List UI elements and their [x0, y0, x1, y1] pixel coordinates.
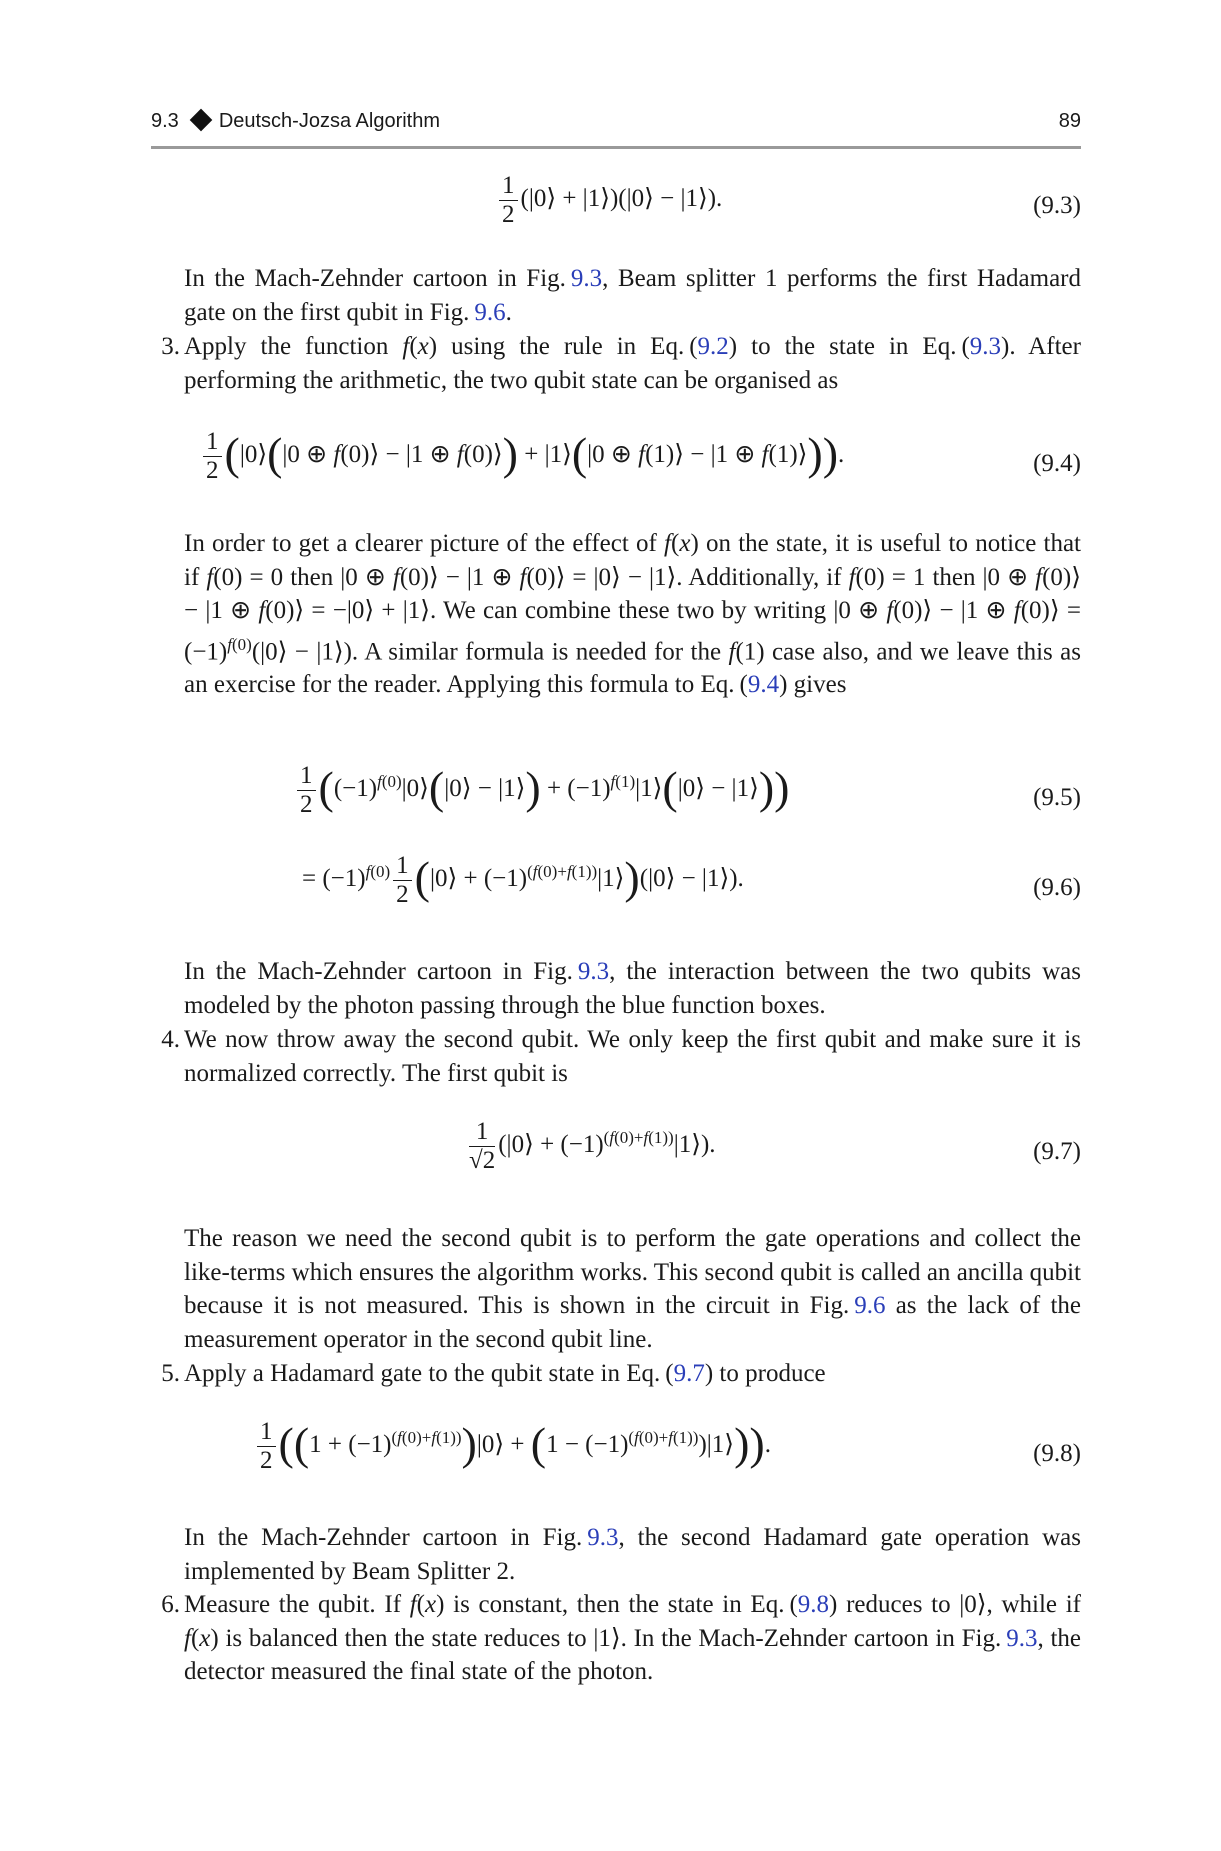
equation-9-6: = $(-1)^{f(0)}$ $\frac{1}{2}$ (|0⟩ + $(-1)^{(f(0)+f(1))}|1⟩)(|0⟩$ − |1⟩). (9.6): [302, 852, 1081, 908]
paragraph-ancilla: The reason we need the second qubit is to perform the gate operations and collect the like-terms which ensures the algorithm works. This second qubit is called an ancilla qubit because it is not measured. This is shown in the circuit in Fig. 9.6 as the lack of the measurement operator in the second qubit line.: [184, 1225, 1081, 1353]
fig-ref-9-3[interactable]: 9.3: [1006, 1624, 1038, 1652]
paragraph-effect-of-f: In order to get a clearer picture of the effect of f(x) on the state, it is useful to notice that if f(0) = 0 then |0 ⊕ f(0)⟩ − |1 ⊕ f(0)⟩ = |0⟩ − |1⟩. Additionally, if f(0) = 1 then |0 ⊕ f(0)⟩ − |1 ⊕ f(0)⟩ = −|0⟩ + |1⟩. We can combine these two by writing |0 ⊕ f(0)⟩ − |1 ⊕ f(0)⟩ = $(-1)^{f(0)}(|0⟩$ − |1⟩). A similar formula is needed for the f(1) case also, and we leave this as an exercise for the reader. Applying this formula to Eq. (9.4) gives: [184, 530, 1081, 699]
equation-number: (9.7): [1033, 1138, 1081, 1165]
paragraph-mach-zehnder-3: In the Mach-Zehnder cartoon in Fig. 9.3, the second Hadamard gate operation was implemented by Beam Splitter 2.: [184, 1524, 1081, 1585]
equation-9-4: $\frac{1}{2}$ (|0⟩(|0 ⊕ f(0)⟩ − |1 ⊕ f(0)⟩) + |1⟩(|0 ⊕ f(1)⟩ − |1 ⊕ f(1)⟩)). (9.4): [184, 428, 1081, 508]
eq-ref-9-2[interactable]: 9.2: [697, 333, 729, 360]
fig-ref-9-3[interactable]: 9.3: [587, 1524, 619, 1551]
equation-number: (9.8): [1033, 1440, 1081, 1467]
eq-9-3-expression: (|0⟩ + |1⟩)(|0⟩ − |1⟩).: [520, 185, 723, 213]
fig-ref-9-6[interactable]: 9.6: [854, 1292, 886, 1319]
eq-ref-9-7[interactable]: 9.7: [673, 1360, 705, 1387]
equation-number: (9.3): [1033, 192, 1081, 219]
list-item-4: [150, 1023, 1081, 1090]
list-number: 5.: [161, 1360, 180, 1387]
equation-number: (9.6): [1033, 874, 1081, 901]
running-header: [151, 104, 1081, 138]
equation-9-8: $\frac{1}{2}$ ($(1 + (-1)^{(f(0)+f(1))})|0⟩ + (1$ − $(-1)^{(f(0)+f(1))})|1⟩$)). (9.8): [184, 1418, 1081, 1498]
section-number: 9.3: [151, 110, 179, 132]
paragraph-mach-zehnder-2: In the Mach-Zehnder cartoon in Fig. 9.3, the interaction between the two qubits was modeled by the photon passing through the blue function boxes.: [184, 958, 1081, 1019]
header-left: [151, 110, 440, 133]
eq-ref-9-8[interactable]: 9.8: [797, 1591, 830, 1618]
paragraph-mach-zehnder-1: In the Mach-Zehnder cartoon in Fig. 9.3, Beam splitter 1 performs the first Hadamard gate on the first qubit in Fig. 9.6.: [184, 265, 1082, 326]
fig-ref-9-6[interactable]: 9.6: [474, 298, 506, 326]
eq-ref-9-3[interactable]: 9.3: [969, 333, 1002, 360]
fig-ref-9-3[interactable]: 9.3: [570, 265, 603, 292]
list-item-4-text: We now throw away the second qubit. We only keep the first qubit and make sure it is normalized correctly. The first qubit is: [184, 1026, 1081, 1087]
list-item-6: 6. Measure the qubit. If f(x) is constant, then the state in Eq. (9.8) reduces to |0⟩, while if f(x) is balanced then the state reduces to |1⟩. In the Mach-Zehnder cartoon in Fig. 9.3, the detector measured the final state of the photon.: [150, 1588, 1081, 1689]
page-number: 89: [1058, 110, 1081, 132]
list-number: 3.: [161, 333, 180, 360]
list-number: 6.: [161, 1591, 180, 1618]
equation-9-5: $\frac{1}{2}$ ($(-1)^{f(0)}|0⟩(|0⟩$ − |1⟩) + $(-1)^{f(1)}|1⟩(|0⟩$ − |1⟩)) (9.5): [184, 762, 1081, 842]
list-number: 4.: [161, 1026, 180, 1053]
equation-9-7: $\frac{1}{√2}$ (|0⟩ + $(-1)^{(f(0)+f(1))}|1⟩$). (9.7): [469, 1118, 1081, 1174]
equation-number: (9.4): [1033, 450, 1081, 477]
header-rule: [151, 146, 1081, 149]
equation-number: (9.5): [1033, 784, 1081, 811]
chapter-title: Deutsch-Jozsa Algorithm: [218, 110, 441, 132]
list-item-3: 3. Apply the function f(x) using the rule in Eq. (9.2) to the state in Eq. (9.3). After performing the arithmetic, the two qubit state can be organised as: [150, 330, 1081, 397]
diamond-icon: [189, 109, 212, 132]
equation-9-3: $\frac{1}{2}$ (|0⟩ + |1⟩)(|0⟩ − |1⟩). (9.3): [184, 172, 1081, 242]
list-item-5: 5. Apply a Hadamard gate to the qubit state in Eq. (9.7) to produce: [150, 1357, 1081, 1391]
fig-ref-9-3[interactable]: 9.3: [577, 958, 610, 985]
eq-ref-9-4[interactable]: 9.4: [747, 671, 780, 699]
